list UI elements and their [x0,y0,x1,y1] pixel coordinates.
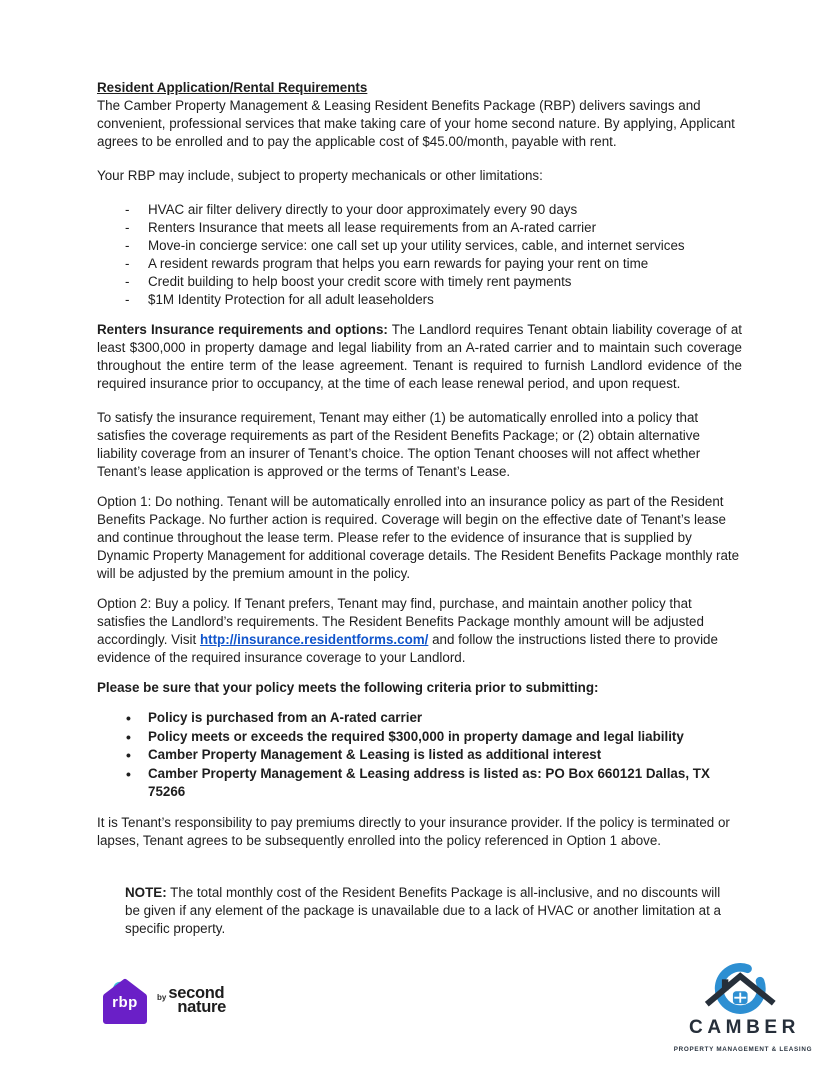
nature-label: nature [177,997,226,1016]
satisfy-requirement-paragraph: To satisfy the insurance requirement, Tenant may either (1) be automatically enrolled into a policy that satisfies the coverage requirements as part of the Resident Benefits Package; or (2) obtain alternative liability coverage from an insurer of Tenant’s choice. The option Tenant chooses will not affect whether Tenant’s lease application is approved or the terms of Tenant’s Lease. [97,410,701,479]
camber-house-icon [697,961,789,1016]
camber-logo [673,961,813,1059]
camber-wordmark: CAMBER [689,1017,800,1038]
list-item: - Credit building to help boost your credit score with timely rent payments [97,273,742,291]
document-content [97,79,742,938]
rbp-badge-label: rbp [112,994,138,1011]
note-paragraph [125,884,723,938]
second-label: second [168,984,225,1002]
option2-paragraph [97,595,742,667]
note-body: The total monthly cost of the Resident Benefits Package is all-inclusive, and no discounts will be given if any element of the package is unavailable due to a lack of HVAC or another limitation at a specific property. [125,884,721,936]
note-lead: NOTE: [125,884,167,900]
rbp-benefits-list [97,201,742,309]
rbp-badge-icon [99,976,151,1028]
by-label: by [157,993,167,1002]
policy-criteria-list [97,709,742,802]
renters-insurance-paragraph [97,321,742,393]
list-item: • Camber Property Management & Leasing is listed as additional interest [97,746,742,765]
criteria-heading: Please be sure that your policy meets the following criteria prior to submitting: [97,680,599,695]
insurance-residentforms-link[interactable]: http://insurance.residentforms.com/ [199,632,429,647]
list-item: - Renters Insurance that meets all lease requirements from an A-rated carrier [97,219,742,237]
option2-text-post: and follow the instructions listed there to provide evidence of the required insurance coverage to your Landlord. [97,632,718,665]
list-item: • Camber Property Management & Leasing address is listed as: PO Box 660121 Dallas, TX 75266 [97,765,742,802]
second-nature-wordmark [157,984,226,1016]
camber-tagline: PROPERTY MANAGEMENT & LEASING [673,1046,813,1053]
option1-paragraph: Option 1: Do nothing. Tenant will be automatically enrolled into an insurance policy as part of the Resident Benefits Package. No further action is required. Coverage will begin on the effective date of Tenant’s lease and continue throughout the lease term. Please refer to the evidence of insurance that is supplied by Dynamic Property Management for additional coverage details. The Resident Benefits Package monthly rate will be adjusted by the premium amount in the policy. [97,494,740,581]
list-item: - Move-in concierge service: one call set up your utility services, cable, and internet services [97,237,742,255]
rbp-second-nature-logo [99,976,226,1028]
responsibility-paragraph: It is Tenant’s responsibility to pay premiums directly to your insurance provider. If the policy is terminated or lapses, Tenant agrees to be subsequently enrolled into the policy referenced in Option 1 above. [97,814,730,848]
option2-text-pre: Option 2: Buy a policy. If Tenant prefers, Tenant may find, purchase, and maintain another policy that satisfies the Landlord’s requirements. The Resident Benefits Package monthly amount will be adjusted accordingly. Visit [97,596,704,647]
page-title: Resident Application/Rental Requirements [97,80,368,95]
renters-insurance-body: The Landlord requires Tenant obtain liability coverage of at least $300,000 in property damage and legal liability from an A-rated carrier and to maintain such coverage throughout the entire term of the lease agreement. Tenant is required to furnish Landlord evidence of the required insurance prior to occupancy, at the time of each lease renewal period, and upon request. [97,322,742,391]
intro-paragraph: The Camber Property Management & Leasing Resident Benefits Package (RBP) delivers savings and convenient, professional services that make taking care of your home second nature. By applying, Applicant agrees to be enrolled and to pay the applicable cost of $45.00/month, payable with rent. [97,98,735,149]
list-item: - A resident rewards program that helps you earn rewards for paying your rent on time [97,255,742,273]
renters-insurance-lead: Renters Insurance requirements and options: [97,322,388,337]
list-item: - HVAC air filter delivery directly to your door approximately every 90 days [97,201,742,219]
list-item: • Policy meets or exceeds the required $300,000 in property damage and legal liability [97,728,742,747]
rbp-include-lead: Your RBP may include, subject to property mechanicals or other limitations: [97,168,543,183]
list-item: • Policy is purchased from an A-rated carrier [97,709,742,728]
list-item: - $1M Identity Protection for all adult leaseholders [97,291,742,309]
